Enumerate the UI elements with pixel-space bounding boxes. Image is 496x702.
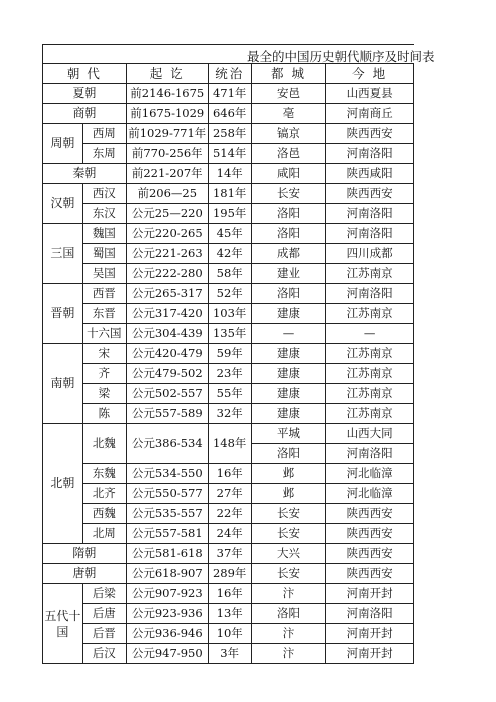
capital-cell: 成都 xyxy=(251,244,326,264)
dynasty-group-cell: 北朝 xyxy=(43,424,83,544)
period-cell: 公元304-439 xyxy=(126,324,208,344)
sub-dynasty-cell: 北周 xyxy=(82,524,126,544)
sub-dynasty-cell: 后晋 xyxy=(82,624,126,644)
table-row xyxy=(43,364,414,384)
duration-cell: 16年 xyxy=(208,464,251,484)
period-cell: 公元220-265 xyxy=(126,224,208,244)
today-location-cell: 陕西西安 xyxy=(326,524,414,544)
capital-cell: — xyxy=(251,324,326,344)
period-cell: 公元618-907 xyxy=(126,564,208,584)
capital-cell: 邺 xyxy=(251,464,326,484)
header-dynasty: 朝 代 xyxy=(43,64,127,84)
today-location-cell: 江苏南京 xyxy=(326,364,414,384)
table-row xyxy=(43,104,414,124)
duration-cell: 23年 xyxy=(208,364,251,384)
capital-cell: 长安 xyxy=(251,564,326,584)
today-location-cell: 河北临漳 xyxy=(326,484,414,504)
sub-dynasty-cell: 梁 xyxy=(82,384,126,404)
period-cell: 公元936-946 xyxy=(126,624,208,644)
capital-cell: 洛阳 xyxy=(251,284,326,304)
period-cell: 公元317-420 xyxy=(126,304,208,324)
table-row xyxy=(43,404,414,424)
dynasty-cell: 夏朝 xyxy=(43,84,127,104)
sub-dynasty-cell: 后梁 xyxy=(82,584,126,604)
duration-cell: 471年 xyxy=(208,84,251,104)
period-cell: 公元386-534 xyxy=(126,424,208,464)
table-row xyxy=(43,644,414,664)
today-location-cell: 河南洛阳 xyxy=(326,604,414,624)
capital-cell: 建康 xyxy=(251,384,326,404)
sub-dynasty-cell: 后汉 xyxy=(82,644,126,664)
duration-cell: 22年 xyxy=(208,504,251,524)
table-title-bar xyxy=(42,44,435,64)
table-row xyxy=(43,224,414,244)
period-cell: 公元947-950 xyxy=(126,644,208,664)
sub-dynasty-cell: 东汉 xyxy=(82,204,126,224)
today-location-cell: 江苏南京 xyxy=(326,384,414,404)
period-cell: 公元25—220 xyxy=(126,204,208,224)
duration-cell: 103年 xyxy=(208,304,251,324)
duration-cell: 514年 xyxy=(208,144,251,164)
today-location-cell: 河南洛阳 xyxy=(326,284,414,304)
period-cell: 公元557-581 xyxy=(126,524,208,544)
table-row xyxy=(43,284,414,304)
capital-cell: 汴 xyxy=(251,584,326,604)
duration-cell: 32年 xyxy=(208,404,251,424)
capital-cell: 亳 xyxy=(251,104,326,124)
period-cell: 公元557-589 xyxy=(126,404,208,424)
duration-cell: 16年 xyxy=(208,584,251,604)
table-row xyxy=(43,244,414,264)
sub-dynasty-cell: 宋 xyxy=(82,344,126,364)
dynasty-group-cell: 五代十国 xyxy=(43,584,83,664)
duration-cell: 135年 xyxy=(208,324,251,344)
sub-dynasty-cell: 东魏 xyxy=(82,464,126,484)
today-location-cell: 陕西咸阳 xyxy=(326,164,414,184)
table-title: 最全的中国历史朝代顺序及时间表 xyxy=(247,49,435,64)
header-row xyxy=(43,64,414,84)
duration-cell: 10年 xyxy=(208,624,251,644)
duration-cell: 42年 xyxy=(208,244,251,264)
period-cell: 公元265-317 xyxy=(126,284,208,304)
dynasty-table xyxy=(42,63,414,664)
duration-cell: 3年 xyxy=(208,644,251,664)
sub-dynasty-cell: 西周 xyxy=(82,124,126,144)
today-location-cell: 河南开封 xyxy=(326,584,414,604)
table-row xyxy=(43,144,414,164)
table-row xyxy=(43,584,414,604)
capital-cell: 洛邑 xyxy=(251,144,326,164)
sub-dynasty-cell: 吴国 xyxy=(82,264,126,284)
today-location-cell: 河南开封 xyxy=(326,644,414,664)
duration-cell: 13年 xyxy=(208,604,251,624)
duration-cell: 45年 xyxy=(208,224,251,244)
table-row xyxy=(43,464,414,484)
dynasty-group-cell: 晋朝 xyxy=(43,284,83,344)
sub-dynasty-cell: 十六国 xyxy=(82,324,126,344)
today-location-cell: 陕西西安 xyxy=(326,124,414,144)
table-row xyxy=(43,484,414,504)
table-row xyxy=(43,204,414,224)
sub-dynasty-cell: 东晋 xyxy=(82,304,126,324)
period-cell: 前221-207年 xyxy=(126,164,208,184)
table-row xyxy=(43,184,414,204)
period-cell: 公元581-618 xyxy=(126,544,208,564)
table-row xyxy=(43,384,414,404)
period-cell: 公元502-557 xyxy=(126,384,208,404)
today-location-cell: 陕西西安 xyxy=(326,564,414,584)
today-location-cell: 河南商丘 xyxy=(326,104,414,124)
capital-cell: 建康 xyxy=(251,404,326,424)
dynasty-group-cell: 南朝 xyxy=(43,344,83,424)
sub-dynasty-cell: 西晋 xyxy=(82,284,126,304)
capital-cell: 长安 xyxy=(251,184,326,204)
table-row xyxy=(43,84,414,104)
capital-cell: 大兴 xyxy=(251,544,326,564)
table-row xyxy=(43,624,414,644)
period-cell: 公元221-263 xyxy=(126,244,208,264)
table-row xyxy=(43,424,414,444)
period-cell: 公元534-550 xyxy=(126,464,208,484)
table-row xyxy=(43,164,414,184)
sub-dynasty-cell: 陈 xyxy=(82,404,126,424)
capital-cell: 建康 xyxy=(251,364,326,384)
period-cell: 公元535-557 xyxy=(126,504,208,524)
table-row xyxy=(43,324,414,344)
today-location-cell: 江苏南京 xyxy=(326,304,414,324)
today-location-cell: 江苏南京 xyxy=(326,344,414,364)
sub-dynasty-cell: 齐 xyxy=(82,364,126,384)
capital-cell: 洛阳 xyxy=(251,224,326,244)
capital-cell: 洛阳 xyxy=(251,604,326,624)
capital-cell: 汴 xyxy=(251,624,326,644)
period-cell: 前206—25 xyxy=(126,184,208,204)
period-cell: 前1675-1029 xyxy=(126,104,208,124)
dynasty-group-cell: 三国 xyxy=(43,224,83,284)
table-row xyxy=(43,344,414,364)
capital-cell: 建业 xyxy=(251,264,326,284)
duration-cell: 646年 xyxy=(208,104,251,124)
capital-cell: 建康 xyxy=(251,344,326,364)
dynasty-table-body xyxy=(43,64,414,664)
capital-cell: 邺 xyxy=(251,484,326,504)
sub-dynasty-cell: 北齐 xyxy=(82,484,126,504)
today-location-cell: 河南洛阳 xyxy=(326,444,414,464)
sub-dynasty-cell: 魏国 xyxy=(82,224,126,244)
duration-cell: 14年 xyxy=(208,164,251,184)
duration-cell: 58年 xyxy=(208,264,251,284)
table-row xyxy=(43,564,414,584)
header-period: 起 讫 xyxy=(126,64,208,84)
duration-cell: 27年 xyxy=(208,484,251,504)
capital-cell: 咸阳 xyxy=(251,164,326,184)
duration-cell: 195年 xyxy=(208,204,251,224)
duration-cell: 52年 xyxy=(208,284,251,304)
today-location-cell: 河北临漳 xyxy=(326,464,414,484)
dynasty-cell: 唐朝 xyxy=(43,564,127,584)
duration-cell: 258年 xyxy=(208,124,251,144)
today-location-cell: 山西大同 xyxy=(326,424,414,444)
duration-cell: 148年 xyxy=(208,424,251,464)
dynasty-cell: 商朝 xyxy=(43,104,127,124)
capital-cell: 镐京 xyxy=(251,124,326,144)
period-cell: 公元907-923 xyxy=(126,584,208,604)
duration-cell: 289年 xyxy=(208,564,251,584)
today-location-cell: 河南洛阳 xyxy=(326,204,414,224)
table-row xyxy=(43,524,414,544)
capital-cell: 洛阳 xyxy=(251,444,326,464)
capital-cell: 安邑 xyxy=(251,84,326,104)
duration-cell: 181年 xyxy=(208,184,251,204)
today-location-cell: 河南洛阳 xyxy=(326,224,414,244)
capital-cell: 建康 xyxy=(251,304,326,324)
period-cell: 前1029-771年 xyxy=(126,124,208,144)
capital-cell: 平城 xyxy=(251,424,326,444)
today-location-cell: 陕西西安 xyxy=(326,544,414,564)
dynasty-cell: 秦朝 xyxy=(43,164,127,184)
duration-cell: 24年 xyxy=(208,524,251,544)
today-location-cell: 河南开封 xyxy=(326,624,414,644)
period-cell: 公元479-502 xyxy=(126,364,208,384)
period-cell: 公元923-936 xyxy=(126,604,208,624)
today-location-cell: 江苏南京 xyxy=(326,264,414,284)
period-cell: 公元420-479 xyxy=(126,344,208,364)
dynasty-cell: 隋朝 xyxy=(43,544,127,564)
sub-dynasty-cell: 西汉 xyxy=(82,184,126,204)
header-today: 今 地 xyxy=(326,64,414,84)
period-cell: 公元222-280 xyxy=(126,264,208,284)
today-location-cell: 江苏南京 xyxy=(326,404,414,424)
dynasty-group-cell: 周朝 xyxy=(43,124,83,164)
timeline-sheet xyxy=(42,44,435,660)
header-duration: 统治 xyxy=(208,64,251,84)
table-row xyxy=(43,124,414,144)
today-location-cell: 山西夏县 xyxy=(326,84,414,104)
today-location-cell: 四川成都 xyxy=(326,244,414,264)
capital-cell: 长安 xyxy=(251,524,326,544)
today-location-cell: — xyxy=(326,324,414,344)
duration-cell: 55年 xyxy=(208,384,251,404)
period-cell: 前2146-1675 xyxy=(126,84,208,104)
today-location-cell: 河南洛阳 xyxy=(326,144,414,164)
table-row xyxy=(43,544,414,564)
period-cell: 公元550-577 xyxy=(126,484,208,504)
dynasty-group-cell: 汉朝 xyxy=(43,184,83,224)
duration-cell: 37年 xyxy=(208,544,251,564)
sub-dynasty-cell: 东周 xyxy=(82,144,126,164)
sub-dynasty-cell: 北魏 xyxy=(82,424,126,464)
table-row xyxy=(43,304,414,324)
table-row xyxy=(43,264,414,284)
capital-cell: 洛阳 xyxy=(251,204,326,224)
sub-dynasty-cell: 西魏 xyxy=(82,504,126,524)
duration-cell: 59年 xyxy=(208,344,251,364)
header-capital: 都 城 xyxy=(251,64,326,84)
capital-cell: 长安 xyxy=(251,504,326,524)
today-location-cell: 陕西西安 xyxy=(326,504,414,524)
sub-dynasty-cell: 蜀国 xyxy=(82,244,126,264)
table-row xyxy=(43,604,414,624)
capital-cell: 汴 xyxy=(251,644,326,664)
table-row xyxy=(43,504,414,524)
today-location-cell: 陕西西安 xyxy=(326,184,414,204)
period-cell: 前770-256年 xyxy=(126,144,208,164)
sub-dynasty-cell: 后唐 xyxy=(82,604,126,624)
